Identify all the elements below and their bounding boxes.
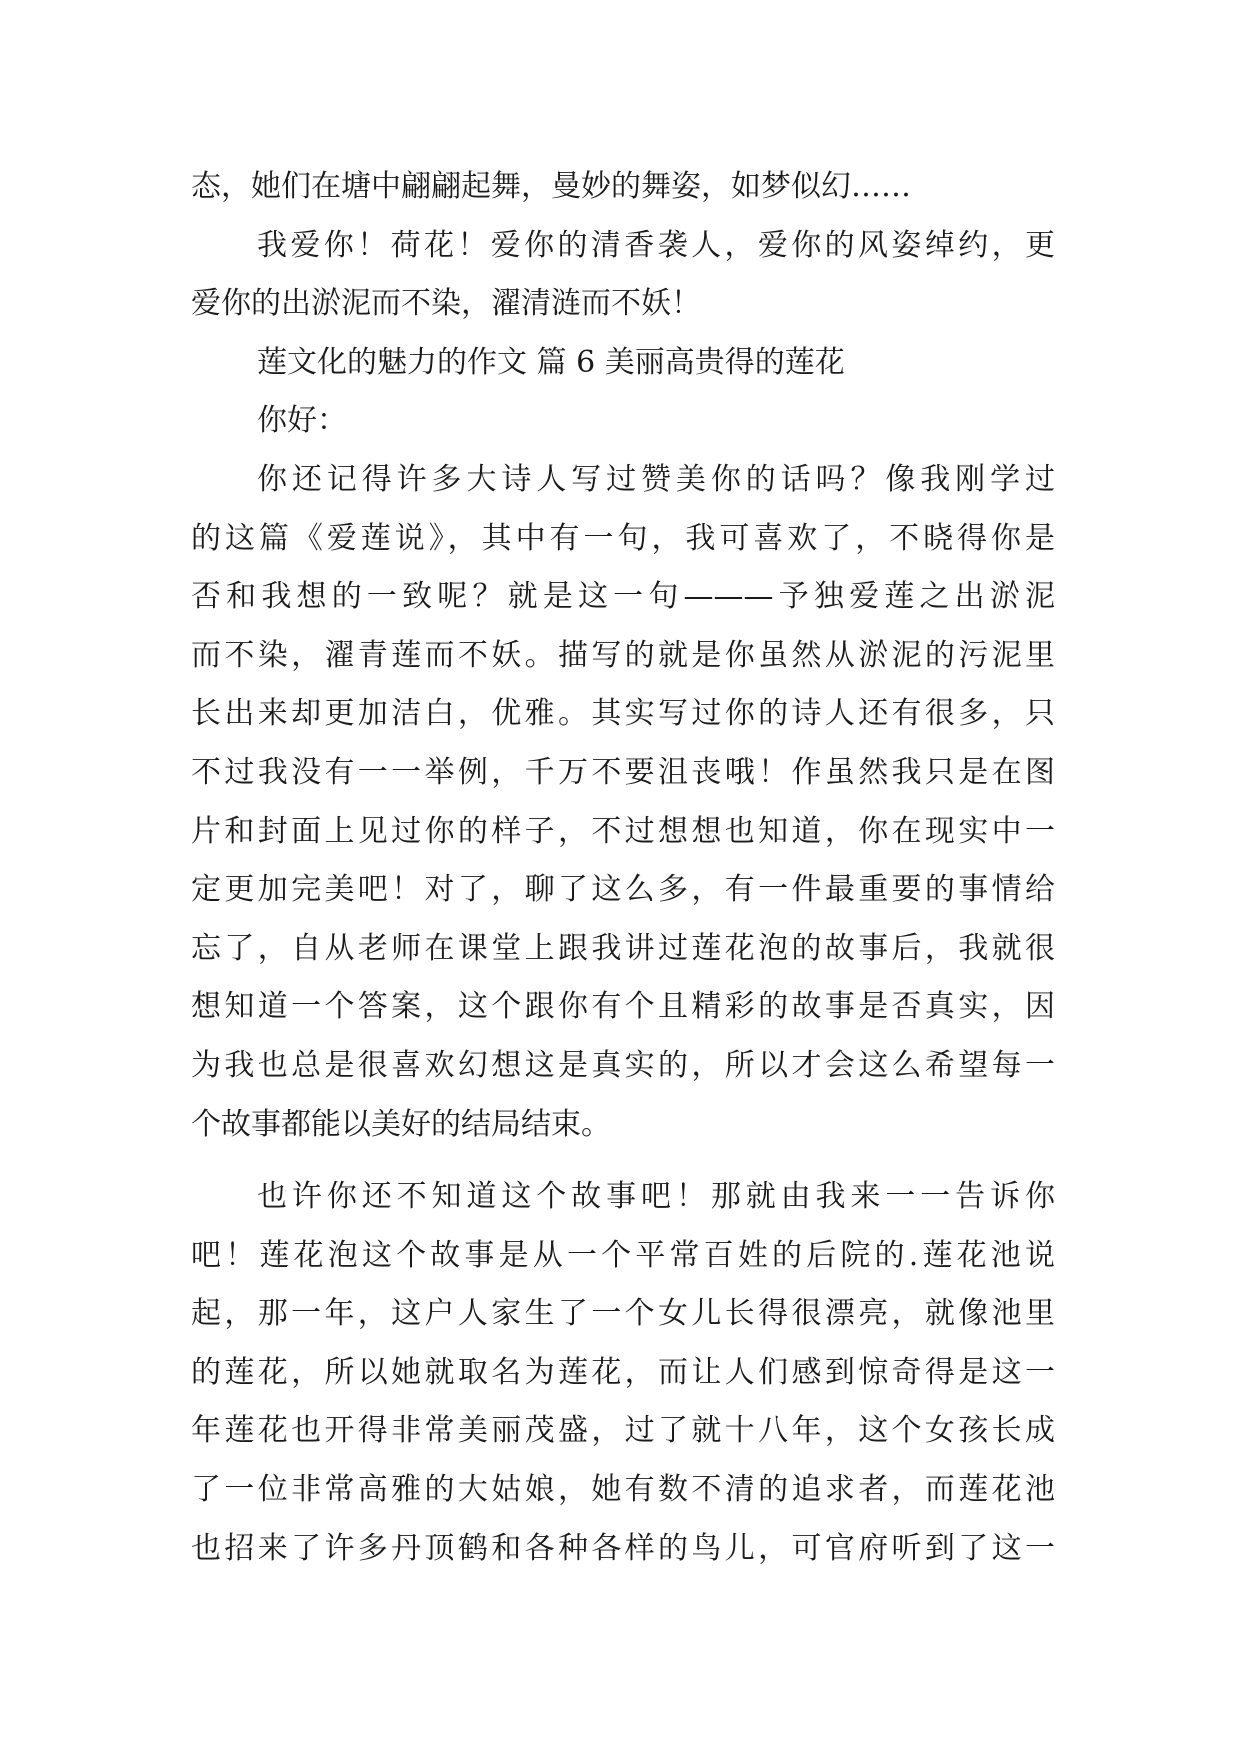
text-line: 起，那一年，这户人家生了一个女儿长得很漂亮，就像池里 — [191, 1296, 1055, 1332]
text-line: 为我也总是很喜欢幻想这是真实的，所以才会这么希望每一 — [191, 1047, 1055, 1083]
text-line: 想知道一个答案，这个跟你有个且精彩的故事是否真实，因 — [191, 989, 1055, 1025]
text-line: 也招来了许多丹顶鹤和各种各样的鸟儿，可官府听到了这一 — [191, 1530, 1055, 1566]
paragraph-gap — [191, 1154, 1055, 1168]
text-line: 而不染，濯青莲而不妖。描写的就是你虽然从淤泥的污泥里 — [191, 637, 1055, 673]
text-line: 的莲花，所以她就取名为莲花，而让人们感到惊奇得是这一 — [191, 1354, 1055, 1390]
text-line: 片和封面上见过你的样子，不过想想也知道，你在现实中一 — [191, 813, 1055, 849]
section-heading: 莲文化的魅力的作文 篇 6 美丽高贵得的莲花 — [257, 344, 845, 380]
text-line: 态，她们在塘中翩翩起舞，曼妙的舞姿，如梦似幻…… — [191, 169, 911, 204]
text-line: 的这篇《爱莲说》，其中有一句，我可喜欢了，不晓得你是 — [191, 520, 1055, 556]
text-line: 爱你的出淤泥而不染，濯清涟而不妖！ — [191, 286, 701, 322]
text-line: 我爱你！荷花！爱你的清香袭人，爱你的风姿绰约，更 — [257, 227, 1055, 263]
text-line: 个故事都能以美好的结局结束。 — [191, 1106, 611, 1142]
body-text — [191, 158, 1055, 1578]
text-line: 长出来却更加洁白，优雅。其实写过你的诗人还有很多，只 — [191, 696, 1055, 732]
text-line: 定更加完美吧！对了，聊了这么多，有一件最重要的事情给 — [191, 872, 1055, 908]
text-line: 不过我没有一一举例，千万不要沮丧哦！作虽然我只是在图 — [191, 754, 1055, 790]
text-line: 忘了，自从老师在课堂上跟我讲过莲花泡的故事后，我就很 — [191, 930, 1055, 966]
text-line: 也许你还不知道这个故事吧！那就由我来一一告诉你 — [257, 1179, 1055, 1215]
text-line: 你还记得许多大诗人写过赞美你的话吗？像我刚学过 — [257, 461, 1055, 497]
text-line: 年莲花也开得非常美丽茂盛，过了就十八年，这个女孩长成 — [191, 1413, 1055, 1449]
text-line: 了一位非常高雅的大姑娘，她有数不清的追求者，而莲花池 — [191, 1472, 1055, 1508]
salutation: 你好： — [257, 403, 347, 439]
text-line: 吧！莲花泡这个故事是从一个平常百姓的后院的.莲花池说 — [191, 1237, 1055, 1273]
text-line: 否和我想的一致呢？就是这一句———予独爱莲之出淤泥 — [191, 579, 1055, 615]
